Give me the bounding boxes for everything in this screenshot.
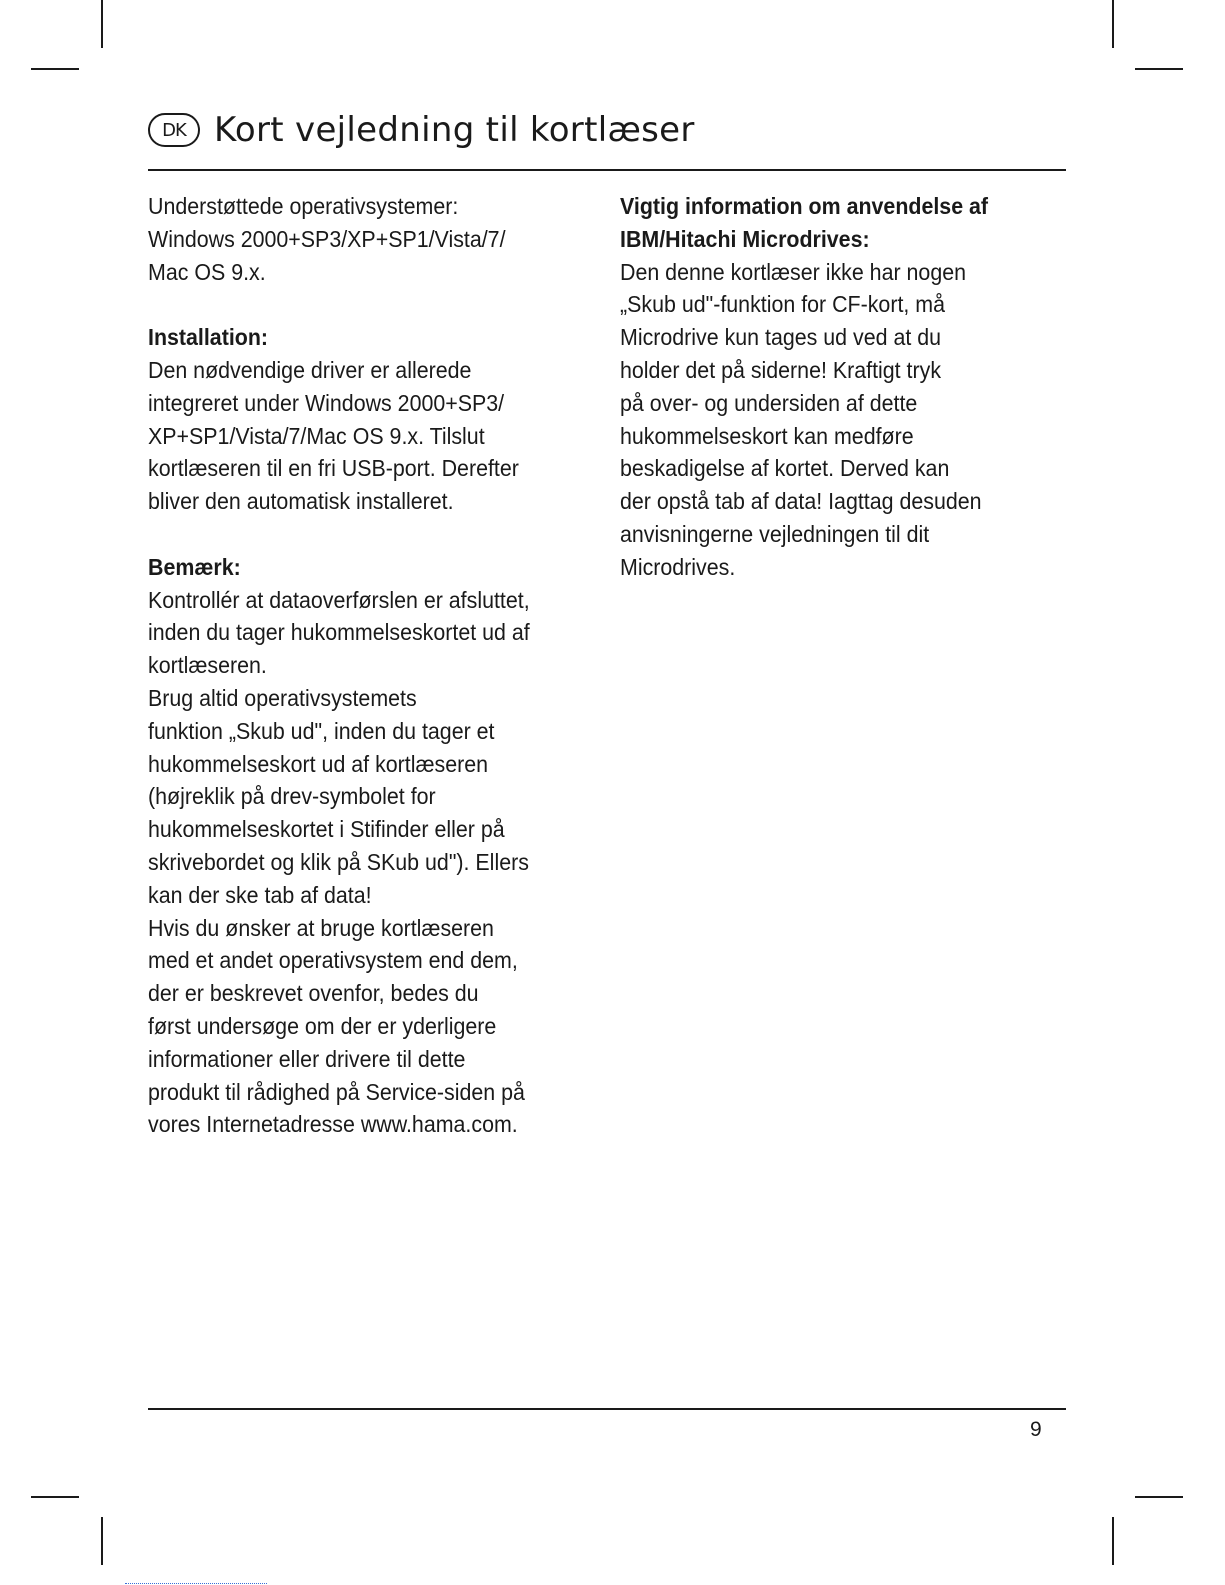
footer-rule [148,1408,1066,1410]
crop-mark-top-left-vertical [101,0,103,48]
microdrive-heading: Vigtig information om anvendelse af IBM/Hitachi Microdrives: [620,193,989,252]
crop-mark-bottom-right-vertical [1112,1517,1114,1565]
right-column [620,190,1057,584]
crop-mark-bottom-left-horizontal [31,1496,79,1498]
os-text: Windows 2000+SP3/XP+SP1/Vista/7/ Mac OS 9.x. [148,225,506,285]
country-badge: DK [148,113,200,147]
installation-heading: Installation: [148,324,269,351]
left-column [148,190,585,1141]
header-rule [148,169,1066,171]
spacer [148,518,585,551]
os-heading: Understøttede operativsystemer: [148,193,459,219]
note-heading: Bemærk: [148,553,241,580]
note-text-transfer: Kontrollér at dataoverførslen er afsluttet, inden du tager hukommelseskortet ud af kortlæseren. [148,586,530,679]
crop-mark-bottom-right-horizontal [1135,1496,1183,1498]
crop-mark-top-right-vertical [1112,0,1114,48]
crop-mark-top-right-horizontal [1135,68,1183,70]
page-title: Kort vejledning til kortlæser [214,110,695,150]
crop-mark-bottom-left-vertical [101,1517,103,1565]
note-text-eject: Brug altid operativsystemets funktion „Skub ud", inden du tager et hukommelseskort ud af kortlæseren (højreklik på drev-symbolet for hukommelseskortet i Stifinder eller på skrivebordet og klik på SKub ud"). Ellers kan der ske tab af data! [148,684,529,908]
microdrive-text: Den denne kortlæser ikke har nogen „Skub ud"-funktion for CF-kort, må Microdrive kun tages ud ved at du holder det på siderne! Kraftigt tryk på over- og undersiden af dette hukommelseskort kan medføre beskadigelse af kortet. Derved kan der opstå tab af data! Iagttag desuden anvisningerne vejledningen til dit Microdrives. [620,258,982,580]
page-header [148,110,695,150]
note-text-other-os: Hvis du ønsker at bruge kortlæseren med et andet operativsystem end dem, der er beskrevet ovenfor, bedes du først undersøge om der er yderligere informationer eller drivere til dette produkt til rådighed på Service-siden på vores Internetadresse www.hama.com. [148,914,525,1138]
spacer [148,288,585,321]
crop-mark-top-left-horizontal [31,68,79,70]
page-number: 9 [1030,1418,1042,1441]
installation-text: Den nødvendige driver er allerede integreret under Windows 2000+SP3/ XP+SP1/Vista/7/Mac OS 9.x. Tilslut kortlæseren til en fri USB-port. Derefter bliver den automatisk installeret. [148,356,519,515]
